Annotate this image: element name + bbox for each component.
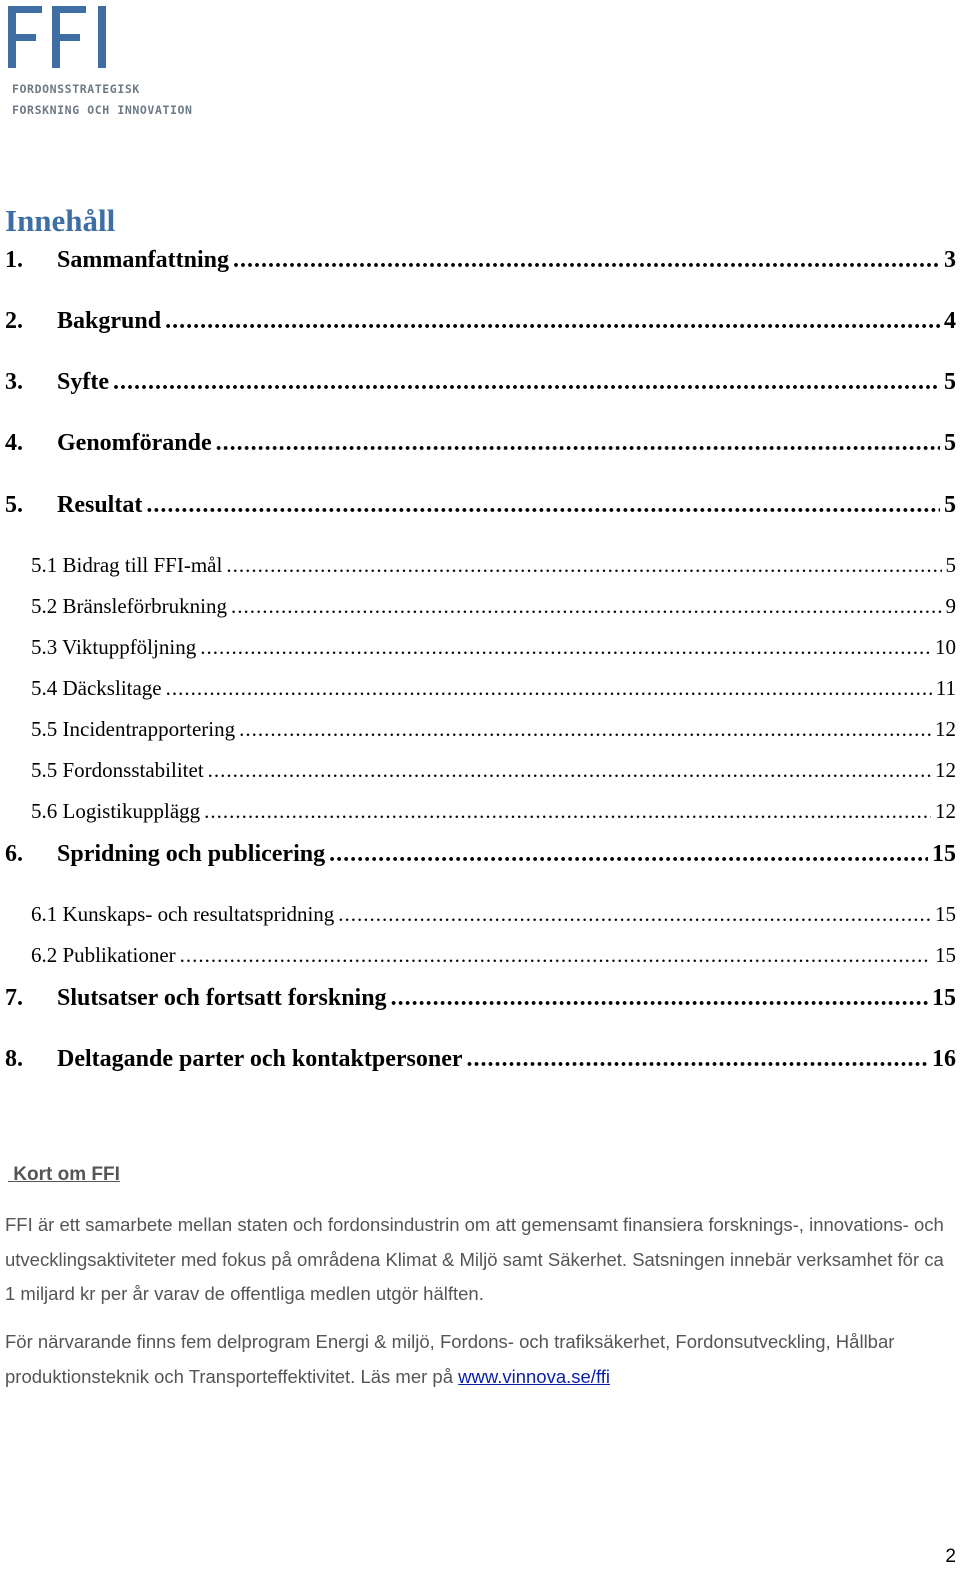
toc-label: 5.3 Viktuppföljning xyxy=(31,635,197,659)
toc-leader xyxy=(231,594,942,619)
toc-subentry[interactable] xyxy=(31,799,956,827)
toc-entry[interactable] xyxy=(5,1046,956,1076)
toc-number: 5. xyxy=(5,492,23,518)
toc-leader xyxy=(239,717,931,742)
toc-entry[interactable] xyxy=(5,369,956,399)
toc-leader xyxy=(233,247,940,274)
toc-leader xyxy=(200,635,931,660)
toc-page: 5 xyxy=(944,430,956,456)
toc-subentry[interactable] xyxy=(31,676,956,704)
page-number: 2 xyxy=(945,1546,956,1567)
toc-page: 3 xyxy=(944,247,956,273)
toc-number: 7. xyxy=(5,985,23,1011)
toc-number: 1. xyxy=(5,247,23,273)
toc-label: 5.1 Bidrag till FFI-mål xyxy=(31,553,223,577)
toc-leader xyxy=(208,758,931,783)
toc-subentry[interactable] xyxy=(31,758,956,786)
toc-leader xyxy=(113,369,940,396)
toc-leader xyxy=(338,902,931,927)
toc-page: 5 xyxy=(944,492,956,518)
toc-label: 6.2 Publikationer xyxy=(31,943,176,967)
toc-label: 5.5 Fordonsstabilitet xyxy=(31,758,204,782)
toc-subentry[interactable] xyxy=(31,635,956,663)
toc-subentry[interactable] xyxy=(31,717,956,745)
toc-leader xyxy=(226,553,941,578)
toc-page: 15 xyxy=(935,943,956,967)
toc-entry[interactable] xyxy=(5,841,956,871)
toc-subentry[interactable] xyxy=(31,943,956,971)
toc-leader xyxy=(329,841,928,868)
toc-title: Innehåll xyxy=(5,203,116,238)
ffi-programs-text: För närvarande finns fem delprogram Energi & miljö, Fordons- och trafiksäkerhet, Fordonsutveckling, Hållbar produktionsteknik och Transporteffektivitet. Läs mer på xyxy=(5,1331,895,1387)
logo-line-2: FORSKNING OCH INNOVATION xyxy=(12,103,193,117)
toc-number: 4. xyxy=(5,430,23,456)
toc-number: 3. xyxy=(5,369,23,395)
toc-leader xyxy=(467,1046,928,1073)
toc-label: 6.1 Kunskaps- och resultatspridning xyxy=(31,902,335,926)
ffi-logo-mark xyxy=(6,2,116,72)
toc-page: 12 xyxy=(935,758,956,782)
toc-subentry[interactable] xyxy=(31,902,956,930)
vinnova-link[interactable]: www.vinnova.se/ffi xyxy=(458,1365,610,1387)
toc-page: 4 xyxy=(944,308,956,334)
ffi-description-paragraph: FFI är ett samarbete mellan staten och fordonsindustrin om att gemensamt finansiera forsknings-, innovations- och utvecklingsaktiviteter med fokus på områdena Klimat & Miljö samt Säkerhet. Satsningen innebär verksamhet för ca 1 miljard kr per år varav de offentliga medlen utgör hälften. xyxy=(5,1214,944,1304)
toc-leader xyxy=(165,308,940,335)
toc-subentry[interactable] xyxy=(31,553,956,581)
toc-page: 12 xyxy=(935,717,956,741)
logo-line-1: FORDONSSTRATEGISK xyxy=(12,82,140,96)
toc-page: 10 xyxy=(935,635,956,659)
toc-label: 5.2 Bränsleförbrukning xyxy=(31,594,227,618)
toc-number: 6. xyxy=(5,841,23,867)
toc-label: Deltagande parter och kontaktpersoner xyxy=(57,1046,463,1072)
toc-label: Sammanfattning xyxy=(57,247,230,273)
toc-label: Resultat xyxy=(57,492,143,518)
toc-leader xyxy=(391,985,928,1012)
toc-subentry[interactable] xyxy=(31,594,956,622)
toc-label: 5.6 Logistikupplägg xyxy=(31,799,201,823)
toc-entry[interactable] xyxy=(5,985,956,1015)
toc-leader xyxy=(216,430,940,457)
toc-label: Genomförande xyxy=(57,430,212,456)
toc-label: 5.4 Däckslitage xyxy=(31,676,162,700)
toc-page: 15 xyxy=(935,902,956,926)
toc-entry[interactable] xyxy=(5,430,956,460)
toc-entry[interactable] xyxy=(5,308,956,338)
toc-entry[interactable] xyxy=(5,492,956,522)
toc-page: 16 xyxy=(932,1046,956,1072)
toc-label: Syfte xyxy=(57,369,109,395)
toc-number: 2. xyxy=(5,308,23,334)
toc-label: 5.5 Incidentrapportering xyxy=(31,717,236,741)
toc-label: Bakgrund xyxy=(57,308,162,334)
toc-page: 15 xyxy=(932,985,956,1011)
toc-page: 5 xyxy=(945,553,956,577)
toc-leader xyxy=(180,943,931,968)
toc-page: 12 xyxy=(935,799,956,823)
toc-page: 5 xyxy=(944,369,956,395)
toc-leader xyxy=(146,492,940,519)
kort-om-ffi-heading: Kort om FFI xyxy=(8,1164,120,1185)
toc-page: 9 xyxy=(945,594,956,618)
toc-entry[interactable] xyxy=(5,247,956,277)
toc-number: 8. xyxy=(5,1046,23,1072)
toc-label: Spridning och publicering xyxy=(57,841,326,867)
toc-page: 15 xyxy=(932,841,956,867)
toc-label: Slutsatser och fortsatt forskning xyxy=(57,985,387,1011)
toc-page: 11 xyxy=(935,676,956,700)
ffi-programs-paragraph xyxy=(5,1325,950,1394)
ffi-logo xyxy=(6,2,246,122)
toc-leader xyxy=(166,676,932,701)
toc-leader xyxy=(204,799,931,824)
